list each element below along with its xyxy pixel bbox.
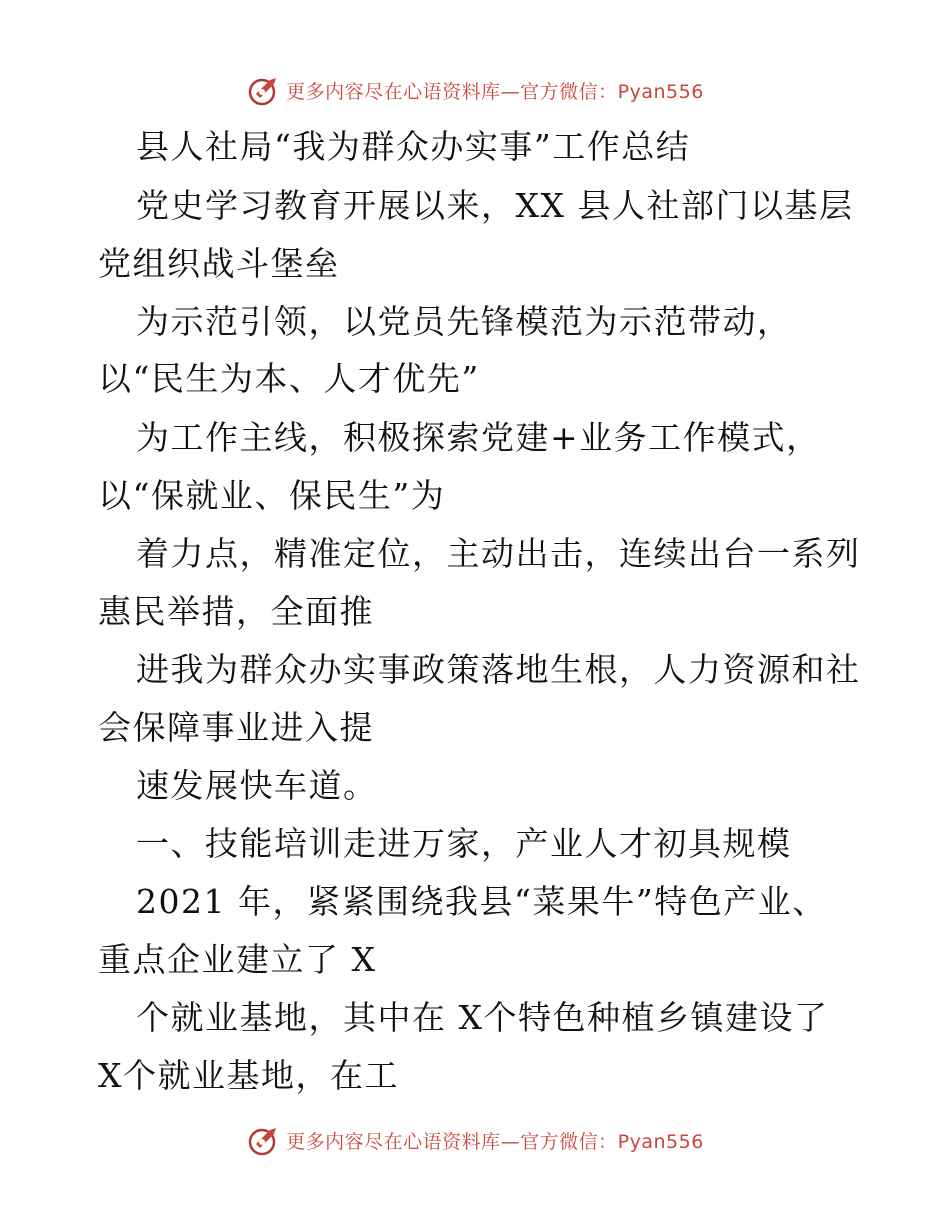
document-title: 县人社局“我为群众办实事”工作总结	[136, 127, 691, 166]
text-line: 2021 年，紧紧围绕我县“菜果牛”特色产业、	[136, 882, 827, 921]
text-line: X个就业基地，在工	[98, 1056, 399, 1095]
text-line: 为示范引领，以党员先锋模范为示范带动，	[136, 302, 792, 341]
text-line: 进我为群众办实事政策落地生根，人力资源和社	[136, 650, 861, 689]
pen-nib-logo-icon	[246, 1122, 282, 1158]
text-line: 为工作主线，积极探索党建+业务工作模式，	[136, 418, 821, 457]
section-heading: 一、技能培训走进万家，产业人才初具规模	[136, 824, 792, 863]
text-line: 个就业基地，其中在 X个特色种植乡镇建设了	[136, 998, 829, 1037]
footer-banner	[0, 1120, 950, 1160]
text-line: 以“民生为本、人才优先”	[98, 359, 480, 398]
text-line: 以“保就业、保民生”为	[98, 476, 446, 515]
header-banner-text: 更多内容尽在心语资料库—官方微信：Pyan556	[286, 80, 704, 103]
text-line: 惠民举措，全面推	[98, 592, 374, 631]
pen-nib-logo-icon	[246, 72, 282, 108]
text-line: 会保障事业进入提	[98, 708, 374, 747]
text-line: 党史学习教育开展以来，XX 县人社部门以基层	[136, 186, 854, 225]
footer-banner-text: 更多内容尽在心语资料库—官方微信：Pyan556	[286, 1130, 704, 1153]
text-line: 着力点，精准定位，主动出击，连续出台一系列	[136, 534, 861, 573]
header-banner	[0, 70, 950, 110]
text-line: 重点企业建立了 X	[98, 940, 377, 979]
text-line: 党组织战斗堡垒	[98, 244, 340, 283]
text-line: 速发展快车道。	[136, 766, 378, 805]
